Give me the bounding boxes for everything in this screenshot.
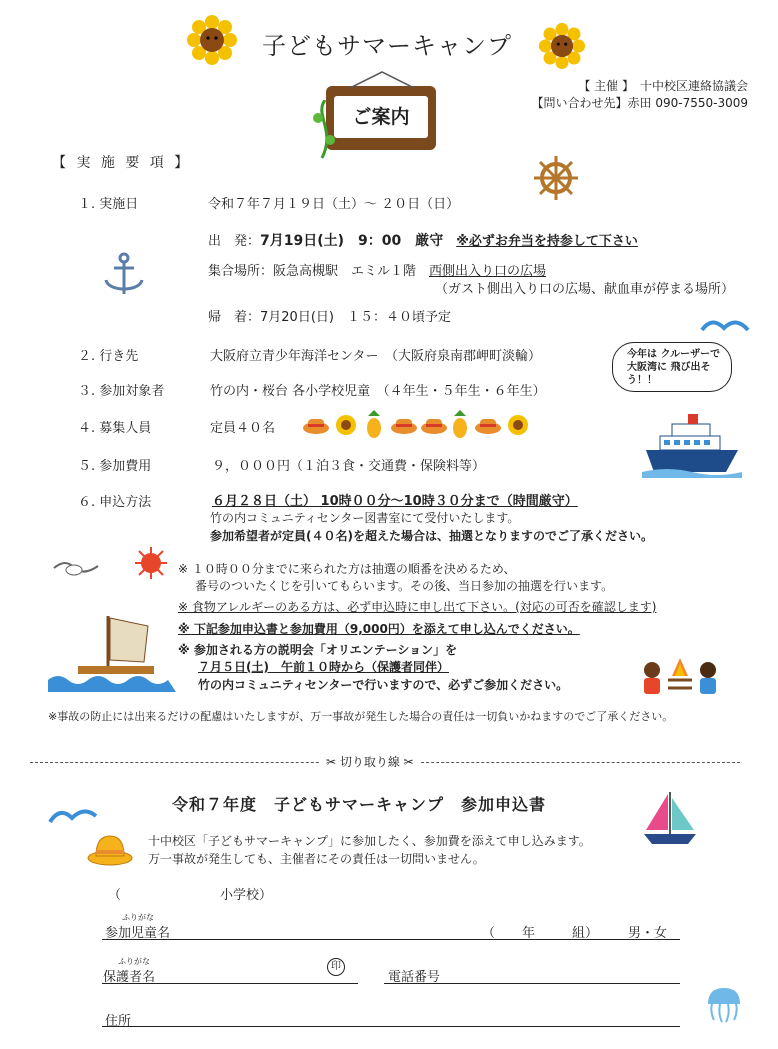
note-orientation-3: 竹の内コミュニティセンターで行いますので、必ずご参加ください。: [198, 678, 569, 692]
sign-text: ご案内: [334, 96, 428, 138]
note-application: ※ 下記参加申込書と参加費用（9,000円）を添えて申し込んでください。: [178, 622, 580, 636]
departure-note: ※必ずお弁当を持参して下さい: [456, 234, 638, 249]
item-target-value: 竹の内・桜台 各小学校児童 （４年生・５年生・６年生）: [210, 384, 546, 399]
organizer-info: [532, 78, 748, 112]
item-capacity-label: ４. 募集人員: [78, 421, 152, 436]
seal-mark: 印: [327, 958, 345, 976]
grade-open: （: [482, 926, 496, 941]
address-underline: [102, 1026, 680, 1027]
organizer-line: 【 主催 】 十中校区連絡協議会: [578, 79, 748, 93]
cut-line-label: ✂ 切り取り線 ✂: [320, 753, 420, 770]
seagull-icon: [700, 312, 750, 344]
summer-icons-row: [302, 410, 532, 444]
anchor-icon: [100, 250, 148, 302]
hat-icon: [86, 830, 134, 870]
sailboat-icon: [640, 790, 700, 854]
page-title: 子どもサマーキャンプ: [262, 32, 512, 60]
guardian-label: 保護者名: [103, 970, 156, 985]
item-date-label: １. 実施日: [78, 197, 139, 212]
item-capacity-value: 定員４０名: [210, 421, 276, 436]
sun-icon: [134, 546, 168, 584]
item-fee-value: ９，０００円（１泊３食・交通費・保険料等）: [212, 459, 486, 474]
note-lottery-1: ※ １０時００分までに来られた方は抽選の順番を決めるため、: [178, 562, 516, 576]
form-intro-2: 万一事故が発生しても、主催者にその責任は一切問いません。: [148, 852, 485, 866]
phone-label: 電話番号: [388, 970, 441, 985]
apply-lottery-note: 参加希望者が定員(４０名)を超えた場合は、抽選となりますのでご了承ください。: [210, 529, 653, 543]
note-allergy: ※ 食物アレルギーのある方は、必ず申込時に申し出て下さい。(対応の可否を確認します): [178, 600, 657, 614]
item-destination-value: 大阪府立青少年海洋センター （大阪府泉南郡岬町淡輪）: [210, 349, 541, 364]
meeting-place: 西側出入り口の広場: [429, 264, 547, 279]
leaf-vine-icon: [312, 100, 338, 164]
guardian-underline: [102, 983, 358, 984]
item-date-value: 令和７年７月１９日（土）～ ２０日（日）: [208, 197, 460, 212]
note-orientation-2: ７月５日(土) 午前１０時から（保護者同伴）: [198, 660, 449, 674]
child-name-label: 参加児童名: [105, 926, 171, 941]
disclaimer: ※事故の防止には出来るだけの配慮はいたしますが、万一事故が発生した場合の責任は一切負いかねますのでご了承ください。: [48, 710, 674, 723]
campfire-icon: [640, 656, 720, 702]
return-line: 帰 着：7月20日(日) １５：４０頃予定: [208, 310, 451, 325]
school-label: 小学校）: [220, 888, 273, 903]
school-open: （: [108, 888, 122, 903]
ship-wheel-icon: [532, 154, 580, 206]
address-label: 住所: [105, 1014, 132, 1029]
phone-underline: [384, 983, 680, 984]
cruise-ship-icon: [642, 410, 742, 482]
meeting-line: [208, 260, 546, 279]
note-orientation-1: ※ 参加される方の説明会「オリエンテーション」を: [178, 643, 458, 657]
note-lottery-2: 番号のついたくじを引いてもらいます。その後、当日参加の抽選を行います。: [195, 579, 614, 593]
apply-time: ６月２８日（土） 10時００分～10時３０分まで（時間厳守）: [212, 494, 578, 509]
child-name-underline: [102, 939, 680, 940]
sunflower-icon: [538, 22, 586, 74]
apply-location: 竹の内コミュニティセンター図書室にて受付いたします。: [210, 511, 520, 525]
gender-label: 男・女: [628, 926, 668, 941]
item-target-label: ３. 参加対象者: [78, 384, 165, 399]
speech-bubble: 今年は クルーザーで大阪湾に 飛び出そう！！: [612, 342, 732, 392]
seagull-icon: [48, 800, 98, 834]
contact-line: 【問い合わせ先】赤田 090-7550-3009: [531, 96, 748, 110]
meeting-label: 集合場所：阪急高槻駅 エミル１階: [208, 264, 430, 279]
departure-time: 7月19日(土) 9：00 厳守: [260, 233, 444, 249]
child-furigana: ふりがな: [122, 913, 154, 922]
departure-line: [208, 230, 638, 250]
item-fee-label: ５. 参加費用: [78, 459, 152, 474]
grade-year: 年: [522, 926, 536, 941]
wooden-sign: [326, 86, 436, 150]
jellyfish-icon: [704, 984, 744, 1028]
sign-string: [350, 70, 414, 92]
form-title: 令和７年度 子どもサマーキャンプ 参加申込書: [172, 795, 547, 814]
raft-icon: [48, 612, 176, 696]
sunflower-icon: [186, 14, 238, 70]
item-apply-label: ６. 申込方法: [78, 495, 152, 510]
meeting-sub: （ガスト側出入り口の広場、献血車が停まる場所）: [435, 282, 735, 297]
guardian-furigana: ふりがな: [118, 957, 150, 966]
seagull-icon: [52, 554, 100, 588]
section-title: 【 実 施 要 項 】: [52, 155, 192, 171]
departure-prefix: 出 発：: [208, 234, 261, 249]
grade-class: 組）: [572, 926, 599, 941]
item-destination-label: ２. 行き先: [78, 349, 139, 364]
form-intro-1: 十中校区「子どもサマーキャンプ」に参加したく、参加費を添えて申し込みます。: [148, 834, 591, 848]
